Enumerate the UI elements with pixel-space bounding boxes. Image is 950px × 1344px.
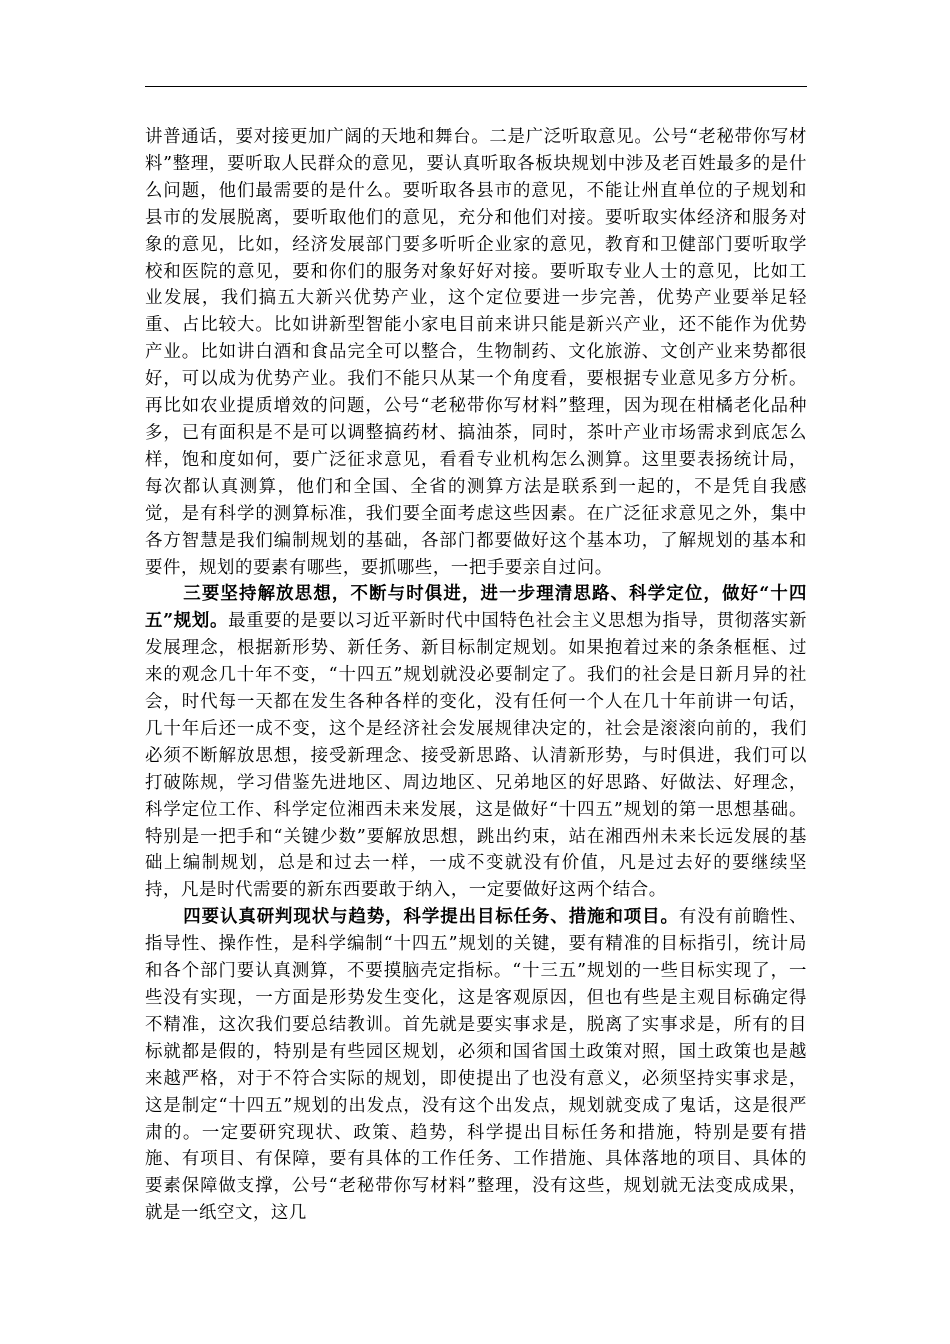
paragraph-continued — [145, 124, 807, 581]
header-rule — [145, 86, 807, 87]
document-body — [145, 124, 807, 1227]
paragraph-text: 讲普通话，要对接更加广阔的天地和舞台。二是广泛听取意见。公号“老秘带你写材料”整理，要听取人民群众的意见，要认真听取各板块规划中涉及老百姓最多的是什么问题，他们最需要的是什么。要听取各县市的意见，不能让州直单位的子规划和县市的发展脱离，要听取他们的意见，充分和他们对接。要听取实体经济和服务对象的意见，比如，经济发展部门要多听听企业家的意见，教育和卫健部门要听取学校和医院的意见，要和你们的服务对象好好对接。要听取专业人士的意见，比如工业发展，我们搞五大新兴优势产业，这个定位要进一步完善，优势产业要举足轻重、占比较大。比如讲新型智能小家电目前来讲只能是新兴产业，还不能作为优势产业。比如讲白酒和食品完全可以整合，生物制药、文化旅游、文创产业来势都很好，可以成为优势产业。我们不能只从某一个角度看，要根据专业意见多方分析。再比如农业提质增效的问题，公号“老秘带你写材料”整理，因为现在柑橘老化品种多，已有面积是不是可以调整搞药材、搞油茶，同时，茶叶产业市场需求到底怎么样，饱和度如何，要广泛征求意见，看看专业机构怎么测算。这里要表扬统计局，每次都认真测算，他们和全国、全省的测算方法是联系到一起的，不是凭自我感觉，是有科学的测算标准，我们要全面考虑这些因素。在广泛征求意见之外，集中各方智慧是我们编制规划的基础，各部门都要做好这个基本功，了解规划的基本和要件，规划的要素有哪些，要抓哪些，一把手要亲自过问。 — [145, 127, 807, 578]
paragraph-text: 有没有前瞻性、指导性、操作性，是科学编制“十四五”规划的关键，要有精准的目标指引，统计局和各个部门要认真测算，不要摸脑壳定指标。“十三五”规划的一些目标实现了，一些没有实现，一方面是形势发生变化，这是客观原因，但也有些是主观目标确定得不精准，这次我们要总结教训。首先就是要实事求是，脱离了实事求是，所有的目标就都是假的，特别是有些园区规划，必须和国省国土政策对照，国土政策也是越来越严格，对于不符合实际的规划，即使提出了也没有意义，必须坚持实事求是，这是制定“十四五”规划的出发点，没有这个出发点，规划就变成了鬼话，这是很严肃的。一定要研究现状、政策、趋势，科学提出目标任务和措施，特别是要有措施、有项目、有保障，要有具体的工作任务、工作措施、具体落地的项目、具体的要素保障做支撑，公号“老秘带你写材料”整理，没有这些，规划就无法变成成果，就是一纸空文，这几 — [145, 907, 808, 1224]
paragraph-text: 最重要的是要以习近平新时代中国特色社会主义思想为指导，贯彻落实新发展理念，根据新形势、新任务、新目标制定规划。如果抱着过来的条条框框、过来的观念几十年不变，“十四五”规划就没必要制定了。我们的社会是日新月异的社会，时代每一天都在发生各种各样的变化，没有任何一个人在几十年前讲一句话，几十年后还一成不变，这个是经济社会发展规律决定的，社会是滚滚向前的，我们必须不断解放思想，接受新理念、接受新思路、认清新形势，与时俱进，我们可以打破陈规，学习借鉴先进地区、周边地区、兄弟地区的好思路、好做法、好理念，科学定位工作、科学定位湘西未来发展，这是做好“十四五”规划的第一思想基础。特别是一把手和“关键少数”要解放思想，跳出约束，站在湘西州未来长远发展的基础上编制规划，总是和过去一样，一成不变就没有价值，凡是过去好的要继续坚持，凡是时代需要的新东西要敢于纳入，一定要做好这两个结合。 — [145, 611, 807, 901]
paragraph-point-three — [145, 581, 807, 904]
paragraph-point-four — [145, 904, 807, 1227]
paragraph-heading: 三要坚持解放思想，不断与时俱进，进一步理清思路、科学定位，做好“十四五”规划。 — [145, 584, 807, 632]
paragraph-heading: 四要认真研判现状与趋势，科学提出目标任务、措施和项目。 — [183, 907, 679, 928]
